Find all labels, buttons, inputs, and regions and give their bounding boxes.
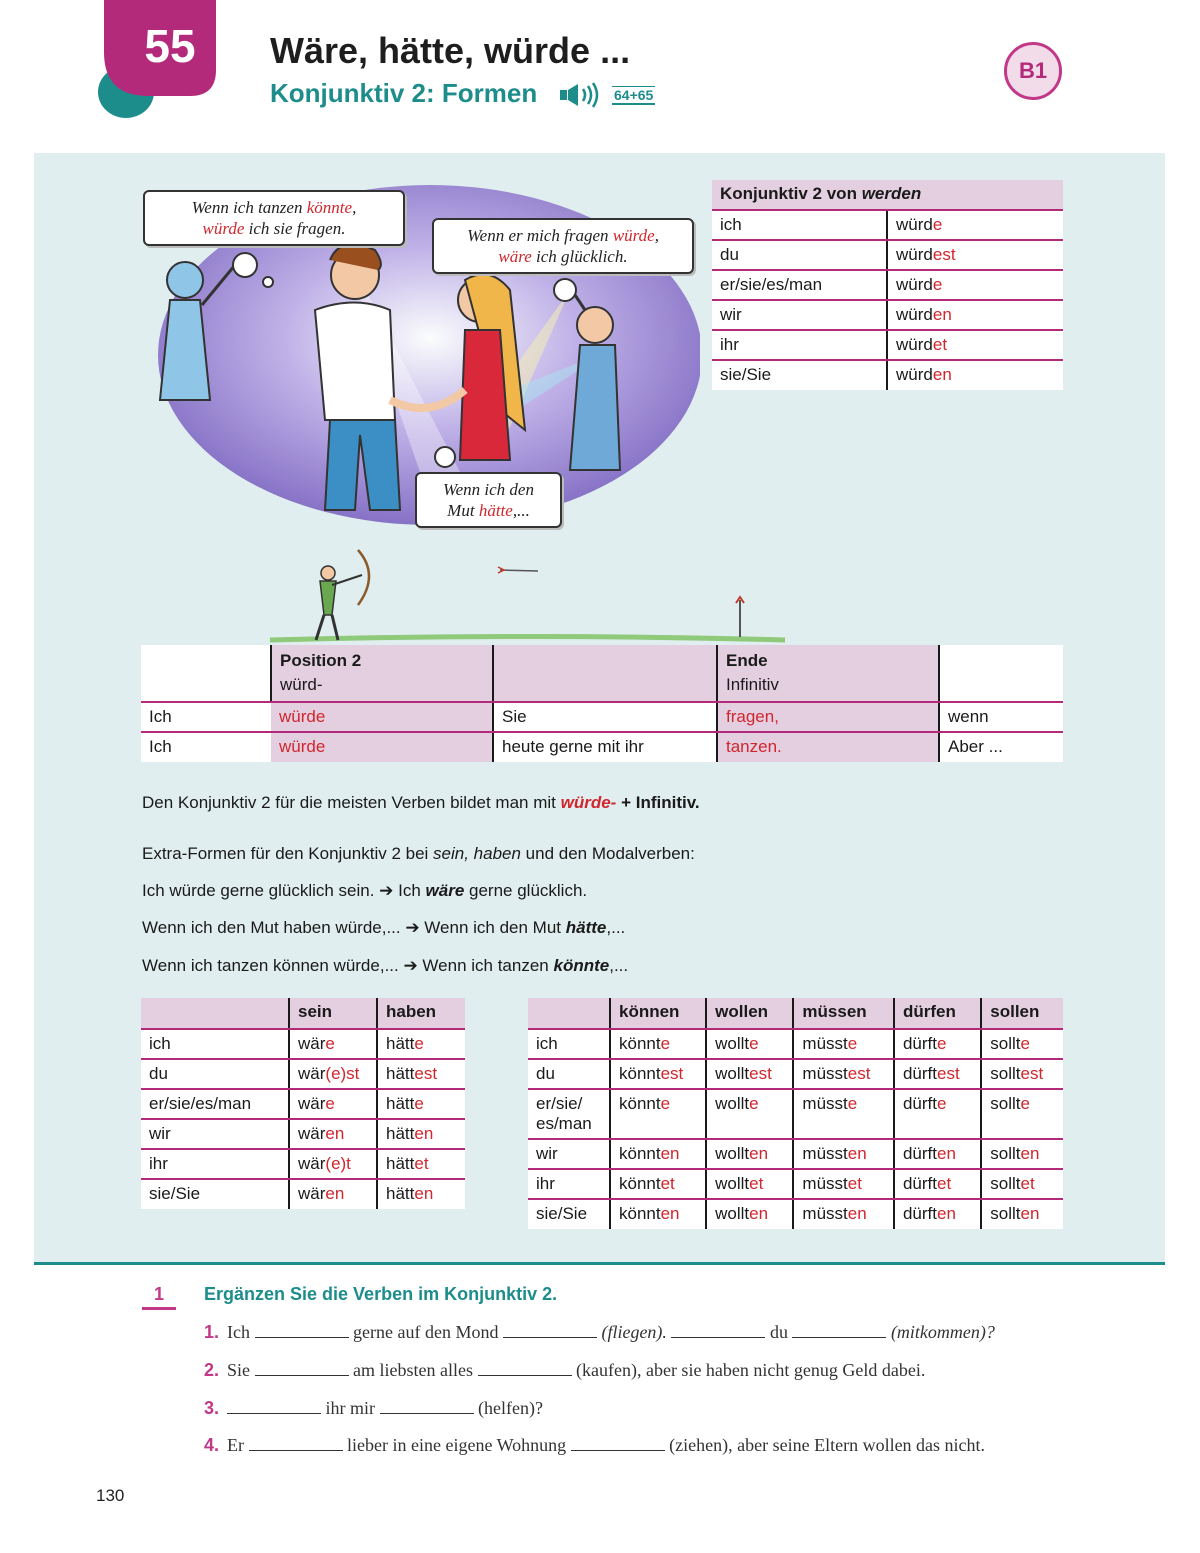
answer-blank[interactable] bbox=[478, 1360, 572, 1376]
page-number: 130 bbox=[96, 1486, 125, 1505]
rule-line: Wenn ich den Mut haben würde,... ➔ Wenn ich den Mut hätte,... bbox=[142, 918, 626, 937]
table-row: er/sie/es/man würde bbox=[712, 270, 1063, 300]
table-row: ich wäre hätte bbox=[141, 1029, 465, 1059]
answer-blank[interactable] bbox=[255, 1322, 349, 1338]
table-header-row: sein haben bbox=[141, 998, 465, 1029]
panel-divider bbox=[34, 1262, 1165, 1265]
table-row: ich könnte wollte müsste dürfte sollte bbox=[528, 1029, 1063, 1059]
answer-blank[interactable] bbox=[671, 1322, 765, 1338]
table-header: Konjunktiv 2 von werden bbox=[712, 180, 1063, 210]
answer-blank[interactable] bbox=[227, 1398, 321, 1414]
table-row: er/sie/ es/man könnte wollte müsste dürfte sollte bbox=[528, 1089, 1063, 1139]
table-row: sie/Sie wären hätten bbox=[141, 1179, 465, 1209]
rule-line: Extra-Formen für den Konjunktiv 2 bei sein, haben und den Modalverben: bbox=[142, 844, 695, 863]
table-row: sie/Sie könnten wollten müssten dürften sollten bbox=[528, 1199, 1063, 1229]
table-row: ihr würdet bbox=[712, 330, 1063, 360]
table-row: sie/Sie würden bbox=[712, 360, 1063, 390]
table-row: ich würde bbox=[712, 210, 1063, 240]
audio-speaker-icon[interactable] bbox=[558, 82, 604, 108]
table-row: wir wären hätten bbox=[141, 1119, 465, 1149]
answer-blank[interactable] bbox=[249, 1435, 343, 1451]
werden-conjugation-table bbox=[712, 180, 1063, 390]
speech-bubble-2: Wenn er mich fragen würde, wäre ich glücklich. bbox=[432, 218, 694, 274]
level-badge: B1 bbox=[1004, 42, 1062, 100]
table-row: du wär(e)st hättest bbox=[141, 1059, 465, 1089]
chapter-badge bbox=[96, 0, 221, 124]
modal-verbs-table bbox=[528, 998, 1063, 1229]
exercise-title: Ergänzen Sie die Verben im Konjunktiv 2. bbox=[204, 1284, 558, 1304]
rule-line: Ich würde gerne glücklich sein. ➔ Ich wäre gerne glücklich. bbox=[142, 881, 588, 900]
page-subtitle: Konjunktiv 2: Formen bbox=[270, 78, 538, 108]
table-row: ihr wär(e)t hättet bbox=[141, 1149, 465, 1179]
speech-bubble-1: Wenn ich tanzen könnte, würde ich sie fragen. bbox=[143, 190, 405, 246]
table-row: Ich würde Sie fragen, wenn bbox=[141, 702, 1063, 732]
audio-track-number[interactable]: 64+65 bbox=[614, 87, 654, 103]
exercise-item: 1. Ich gerne auf den Mond (fliegen). du (mitkommen)? bbox=[204, 1322, 995, 1342]
table-row: du würdest bbox=[712, 240, 1063, 270]
table-row: ihr könntet wolltet müsstet dürftet solltet bbox=[528, 1169, 1063, 1199]
exercise-number: 1 bbox=[142, 1284, 176, 1310]
exercise-item: 3. ihr mir (helfen)? bbox=[204, 1398, 543, 1418]
answer-blank[interactable] bbox=[380, 1398, 474, 1414]
answer-blank[interactable] bbox=[503, 1322, 597, 1338]
speech-bubble-3: Wenn ich den Mut hätte,... bbox=[415, 472, 562, 528]
answer-blank[interactable] bbox=[571, 1435, 665, 1451]
sentence-position-table bbox=[141, 645, 1063, 762]
chapter-number: 55 bbox=[144, 20, 196, 72]
table-row: er/sie/es/man wäre hätte bbox=[141, 1089, 465, 1119]
table-row: du könntest wolltest müsstest dürftest solltest bbox=[528, 1059, 1063, 1089]
table-header-row: können wollen müssen dürfen sollen bbox=[528, 998, 1063, 1029]
archer-illustration bbox=[270, 545, 790, 645]
table-row: wir könnten wollten müssten dürften sollten bbox=[528, 1139, 1063, 1169]
table-row: Ich würde heute gerne mit ihr tanzen. Aber ... bbox=[141, 732, 1063, 762]
rule-line: Wenn ich tanzen können würde,... ➔ Wenn ich tanzen könnte,... bbox=[142, 956, 629, 975]
page-title: Wäre, hätte, würde ... bbox=[270, 30, 631, 71]
exercise-item: 4. Er lieber in eine eigene Wohnung (ziehen), aber seine Eltern wollen das nicht. bbox=[204, 1435, 986, 1455]
table-row: wir würden bbox=[712, 300, 1063, 330]
answer-blank[interactable] bbox=[792, 1322, 886, 1338]
table-header-row: Position 2 würd- Ende Infinitiv bbox=[141, 645, 1063, 702]
sein-haben-table bbox=[141, 998, 465, 1209]
exercise-item: 2. Sie am liebsten alles (kaufen), aber sie haben nicht genug Geld dabei. bbox=[204, 1360, 926, 1380]
answer-blank[interactable] bbox=[255, 1360, 349, 1376]
rule-line: Den Konjunktiv 2 für die meisten Verben bildet man mit würde- + Infinitiv. bbox=[142, 793, 700, 812]
